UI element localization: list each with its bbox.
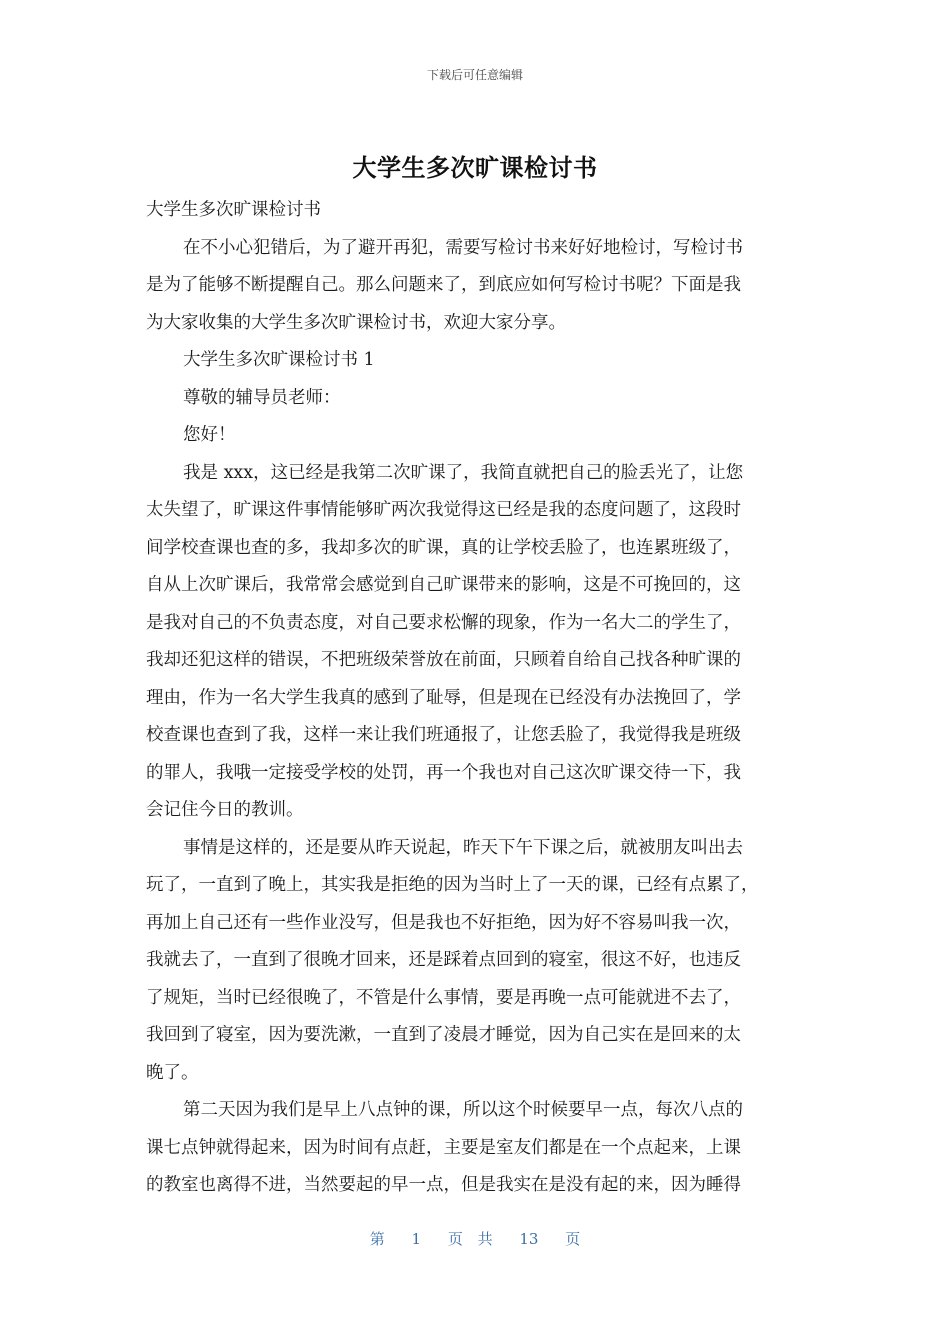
text-line: 自从上次旷课后，我常常会感觉到自己旷课带来的影响，这是不可挽回的，这 [146, 575, 741, 595]
text-line: 大学生多次旷课检讨书 1 [183, 350, 375, 370]
text-line: 大学生多次旷课检讨书 [146, 200, 321, 220]
document-body [146, 192, 808, 1205]
footer-middle: 页 共 [447, 1230, 493, 1248]
text-line: 我回到了寝室，因为要洗漱，一直到了凌晨才睡觉，因为自己实在是回来的太 [146, 1025, 741, 1045]
text-line: 我就去了，一直到了很晚才回来，还是踩着点回到的寝室，很这不好，也违反 [146, 950, 741, 970]
text-line: 在不小心犯错后，为了避开再犯，需要写检讨书来好好地检讨，写检讨书 [183, 237, 743, 258]
text-line: 再加上自己还有一些作业没写，但是我也不好拒绝，因为好不容易叫我一次， [146, 912, 741, 933]
page-footer [0, 1228, 950, 1249]
text-line: 为大家收集的大学生多次旷课检讨书，欢迎大家分享。 [146, 312, 566, 333]
text-line: 理由，作为一名大学生我真的感到了耻辱，但是现在已经没有办法挽回了，学 [146, 687, 741, 708]
footer-suffix: 页 [565, 1230, 581, 1248]
footer-total-pages: 13 [519, 1230, 539, 1248]
text-line: 是我对自己的不负责态度，对自己要求松懈的现象，作为一名大二的学生了， [146, 612, 741, 633]
text-line: 了规矩，当时已经很晚了，不管是什么事情，要是再晚一点可能就进不去了， [146, 987, 741, 1008]
text-line: 是为了能够不断提醒自己。那么问题来了，到底应如何写检讨书呢？下面是我 [146, 275, 741, 295]
text-line: 我是 xxx，这已经是我第二次旷课了，我简直就把自己的脸丢光了，让您 [183, 462, 744, 483]
text-line: 玩了，一直到了晚上，其实我是拒绝的因为当时上了一天的课，已经有点累了， [146, 875, 759, 895]
text-line: 的罪人，我哦一定接受学校的处罚，再一个我也对自己这次旷课交待一下，我 [146, 762, 741, 783]
text-line: 校查课也查到了我，这样一来让我们班通报了，让您丢脸了，我觉得我是班级 [146, 725, 741, 745]
footer-prefix: 第 [369, 1230, 385, 1248]
text-line: 会记住今日的教训。 [146, 800, 304, 820]
text-line: 晚了。 [146, 1062, 199, 1083]
text-line: 尊敬的辅导员老师： [183, 387, 341, 408]
text-line: 间学校查课也查的多，我却多次的旷课，真的让学校丢脸了，也连累班级了， [146, 537, 741, 558]
text-line: 课七点钟就得起来，因为时间有点赶，主要是室友们都是在一个点起来，上课 [146, 1137, 741, 1158]
text-line: 您好！ [183, 425, 236, 445]
text-line: 太失望了，旷课这件事情能够旷两次我觉得这已经是我的态度问题了，这段时 [146, 500, 741, 520]
footer-page-number: 1 [411, 1230, 422, 1248]
document-title: 大学生多次旷课检讨书 [352, 154, 598, 182]
header-note: 下载后可任意编辑 [426, 68, 523, 82]
text-line: 的教室也离得不进，当然要起的早一点，但是我实在是没有起的来，因为睡得 [146, 1175, 741, 1195]
text-line: 我却还犯这样的错误，不把班级荣誉放在前面，只顾着自给自己找各种旷课的 [146, 650, 741, 670]
text-line: 事情是这样的，还是要从昨天说起，昨天下午下课之后，就被朋友叫出去 [183, 837, 743, 858]
text-line: 第二天因为我们是早上八点钟的课，所以这个时候要早一点，每次八点的 [183, 1100, 743, 1120]
